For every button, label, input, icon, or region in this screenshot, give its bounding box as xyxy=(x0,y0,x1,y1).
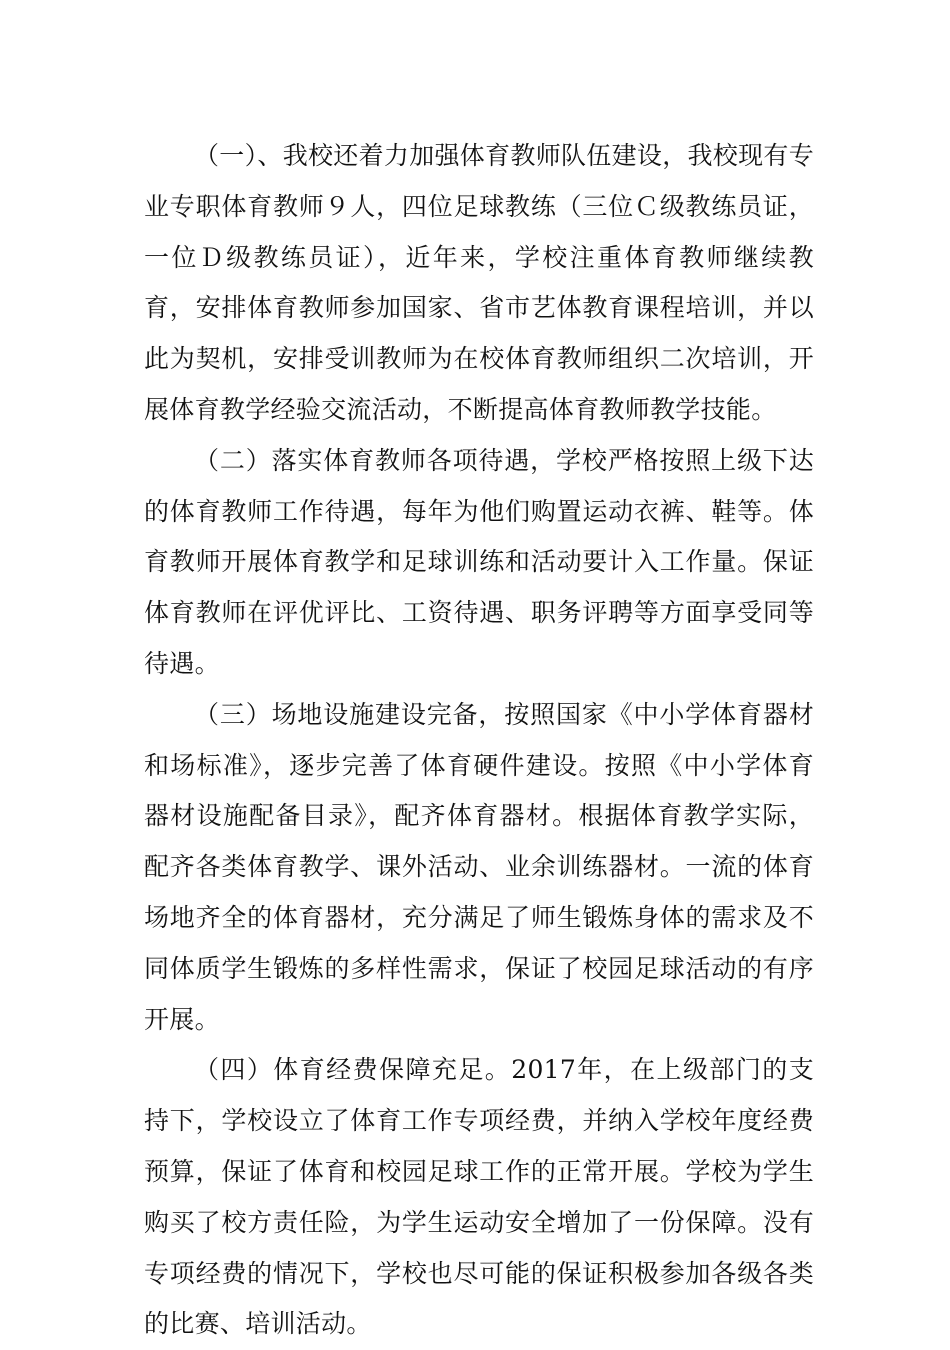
paragraph-facilities: （三）场地设施建设完备，按照国家《中小学体育器材和场标准》，逐步完善了体育硬件建设。按照《中小学体育器材设施配备目录》，配齐体育器材。根据体育教学实际，配齐各类体育教学、课外活动、业余训练器材。一流的体育场地齐全的体育器材，充分满足了师生锻炼身体的需求及不同体质学生锻炼的多样性需求，保证了校园足球活动的有序开展。 xyxy=(144,699,814,1034)
paragraph-teacher-team: （一）、我校还着力加强体育教师队伍建设，我校现有专业专职体育教师９人，四位足球教练（三位Ｃ级教练员证，一位Ｄ级教练员证），近年来，学校注重体育教师继续教育，安排体育教师参加国家、省市艺体教育课程培训，并以此为契机，安排受训教师为在校体育教师组织二次培训，开展体育教学经验交流活动，不断提高体育教师教学技能。 xyxy=(144,141,815,424)
paragraph-teacher-benefits: （二）落实体育教师各项待遇，学校严格按照上级下达的体育教师工作待遇，每年为他们购置运动衣裤、鞋等。体育教师开展体育教学和足球训练和活动要计入工作量。保证体育教师在评优评比、工资待遇、职务评聘等方面享受同等待遇。 xyxy=(144,445,814,678)
document-body xyxy=(144,131,814,1350)
paragraph-funding: （四）体育经费保障充足。2017年，在上级部门的支持下，学校设立了体育工作专项经费，并纳入学校年度经费预算，保证了体育和校园足球工作的正常开展。学校为学生购买了校方责任险，为学生运动安全增加了一份保障。没有专项经费的情况下，学校也尽可能的保证积极参加各级各类的比赛、培训活动。 xyxy=(144,1055,814,1339)
